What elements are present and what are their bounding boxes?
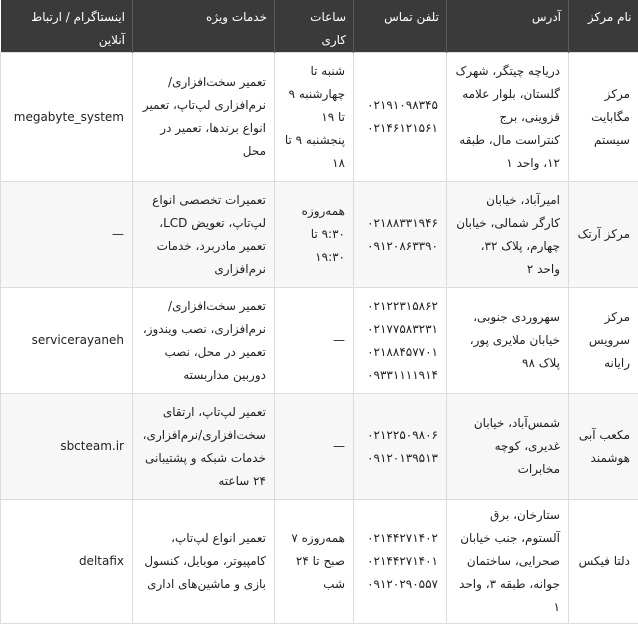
center-address: امیرآباد، خیابان کارگر شمالی، خیابان چهارم، پلاک ۳۲، واحد ۲ — [447, 182, 569, 288]
center-services: تعمیر سخت‌افزاری/نرم‌افزاری، نصب ویندوز، تعمیر در محل، نصب دوربین مداربسته — [133, 288, 275, 394]
table-row — [1, 53, 638, 182]
header-address: آدرس — [447, 0, 569, 53]
center-name: مرکز مگابایت سیستم — [569, 53, 638, 182]
center-hours: شنبه تا چهارشنبه ۹ تا ۱۹ پنجشنبه ۹ تا ۱۸ — [275, 53, 354, 182]
phone-number: ۰۲۱۷۷۵۸۳۲۳۱ — [362, 318, 438, 341]
center-hours: — — [275, 394, 354, 500]
header-hours: ساعات کاری — [275, 0, 354, 53]
center-phones — [354, 500, 447, 624]
center-name: مرکز سرویس رایانه — [569, 288, 638, 394]
center-hours: همه‌روزه ۷ صبح تا ۲۴ شب — [275, 500, 354, 624]
center-address: ستارخان، برق آلستوم، جنب خیابان صحرایی، ساختمان جوانه، طبقه ۳، واحد ۱ — [447, 500, 569, 624]
center-name: دلتا فیکس — [569, 500, 638, 624]
center-phones — [354, 53, 447, 182]
header-name: نام مرکز — [569, 0, 638, 53]
center-services: تعمیر انواع لپ‌تاپ، کامپیوتر، موبایل، کنسول بازی و ماشین‌های اداری — [133, 500, 275, 624]
phone-number: ۰۲۱۴۴۲۷۱۴۰۲ — [362, 527, 438, 550]
center-phones — [354, 394, 447, 500]
phone-number: ۰۲۱۴۶۱۲۱۵۶۱ — [362, 117, 438, 140]
phone-number: ۰۲۱۲۲۵۰۹۸۰۶ — [362, 424, 438, 447]
phone-number: ۰۲۱۸۸۴۵۷۷۰۱ — [362, 341, 438, 364]
phone-number: ۰۲۱۹۱۰۹۸۳۴۵ — [362, 94, 438, 117]
center-address: دریاچه چیتگر، شهرک گلستان، بلوار علامه قزوینی، برج کنتراست مال، طبقه ۱۲، واحد ۱ — [447, 53, 569, 182]
table-row — [1, 394, 638, 500]
center-hours: — — [275, 288, 354, 394]
center-online: megabyte_system — [1, 53, 133, 182]
table-row — [1, 500, 638, 624]
center-online: sbcteam.ir — [1, 394, 133, 500]
center-name: مکعب آبی هوشمند — [569, 394, 638, 500]
center-phones — [354, 288, 447, 394]
center-hours: همه‌روزه ۹:۳۰ تا ۱۹:۳۰ — [275, 182, 354, 288]
phone-number: ۰۹۱۲۰۱۳۹۵۱۳ — [362, 447, 438, 470]
table-row — [1, 182, 638, 288]
center-online: servicerayaneh — [1, 288, 133, 394]
center-online: deltafix — [1, 500, 133, 624]
phone-number: ۰۹۱۲۰۸۶۳۳۹۰ — [362, 235, 438, 258]
header-online: اینستاگرام / ارتباط آنلاین — [1, 0, 133, 53]
center-services: تعمیرات تخصصی انواع لپ‌تاپ، تعویض LCD، تعمیر مادربرد، خدمات نرم‌افزاری — [133, 182, 275, 288]
center-name: مرکز آرتک — [569, 182, 638, 288]
phone-number: ۰۲۱۴۴۲۷۱۴۰۱ — [362, 550, 438, 573]
center-services: تعمیر سخت‌افزاری/نرم‌افزاری لپ‌تاپ، تعمیر انواع برندها، تعمیر در محل — [133, 53, 275, 182]
center-address: شمس‌آباد، خیابان غدیری، کوچه مخابرات — [447, 394, 569, 500]
phone-number: ۰۲۱۸۸۳۳۱۹۴۶ — [362, 212, 438, 235]
center-services: تعمیر لپ‌تاپ، ارتقای سخت‌افزاری/نرم‌افزاری، خدمات شبکه و پشتیبانی ۲۴ ساعته — [133, 394, 275, 500]
header-services: خدمات ویژه — [133, 0, 275, 53]
table-row — [1, 288, 638, 394]
phone-number: ۰۲۱۲۲۳۱۵۸۶۲ — [362, 295, 438, 318]
center-phones — [354, 182, 447, 288]
header-phone: تلفن تماس — [354, 0, 447, 53]
phone-number: ۰۹۳۳۱۱۱۱۹۱۴ — [362, 364, 438, 387]
table-header-row — [1, 0, 638, 53]
center-online: — — [1, 182, 133, 288]
phone-number: ۰۹۱۲۰۲۹۰۵۵۷ — [362, 573, 438, 596]
center-address: سهروردی جنوبی، خیابان ملایری پور، پلاک ۹۸ — [447, 288, 569, 394]
